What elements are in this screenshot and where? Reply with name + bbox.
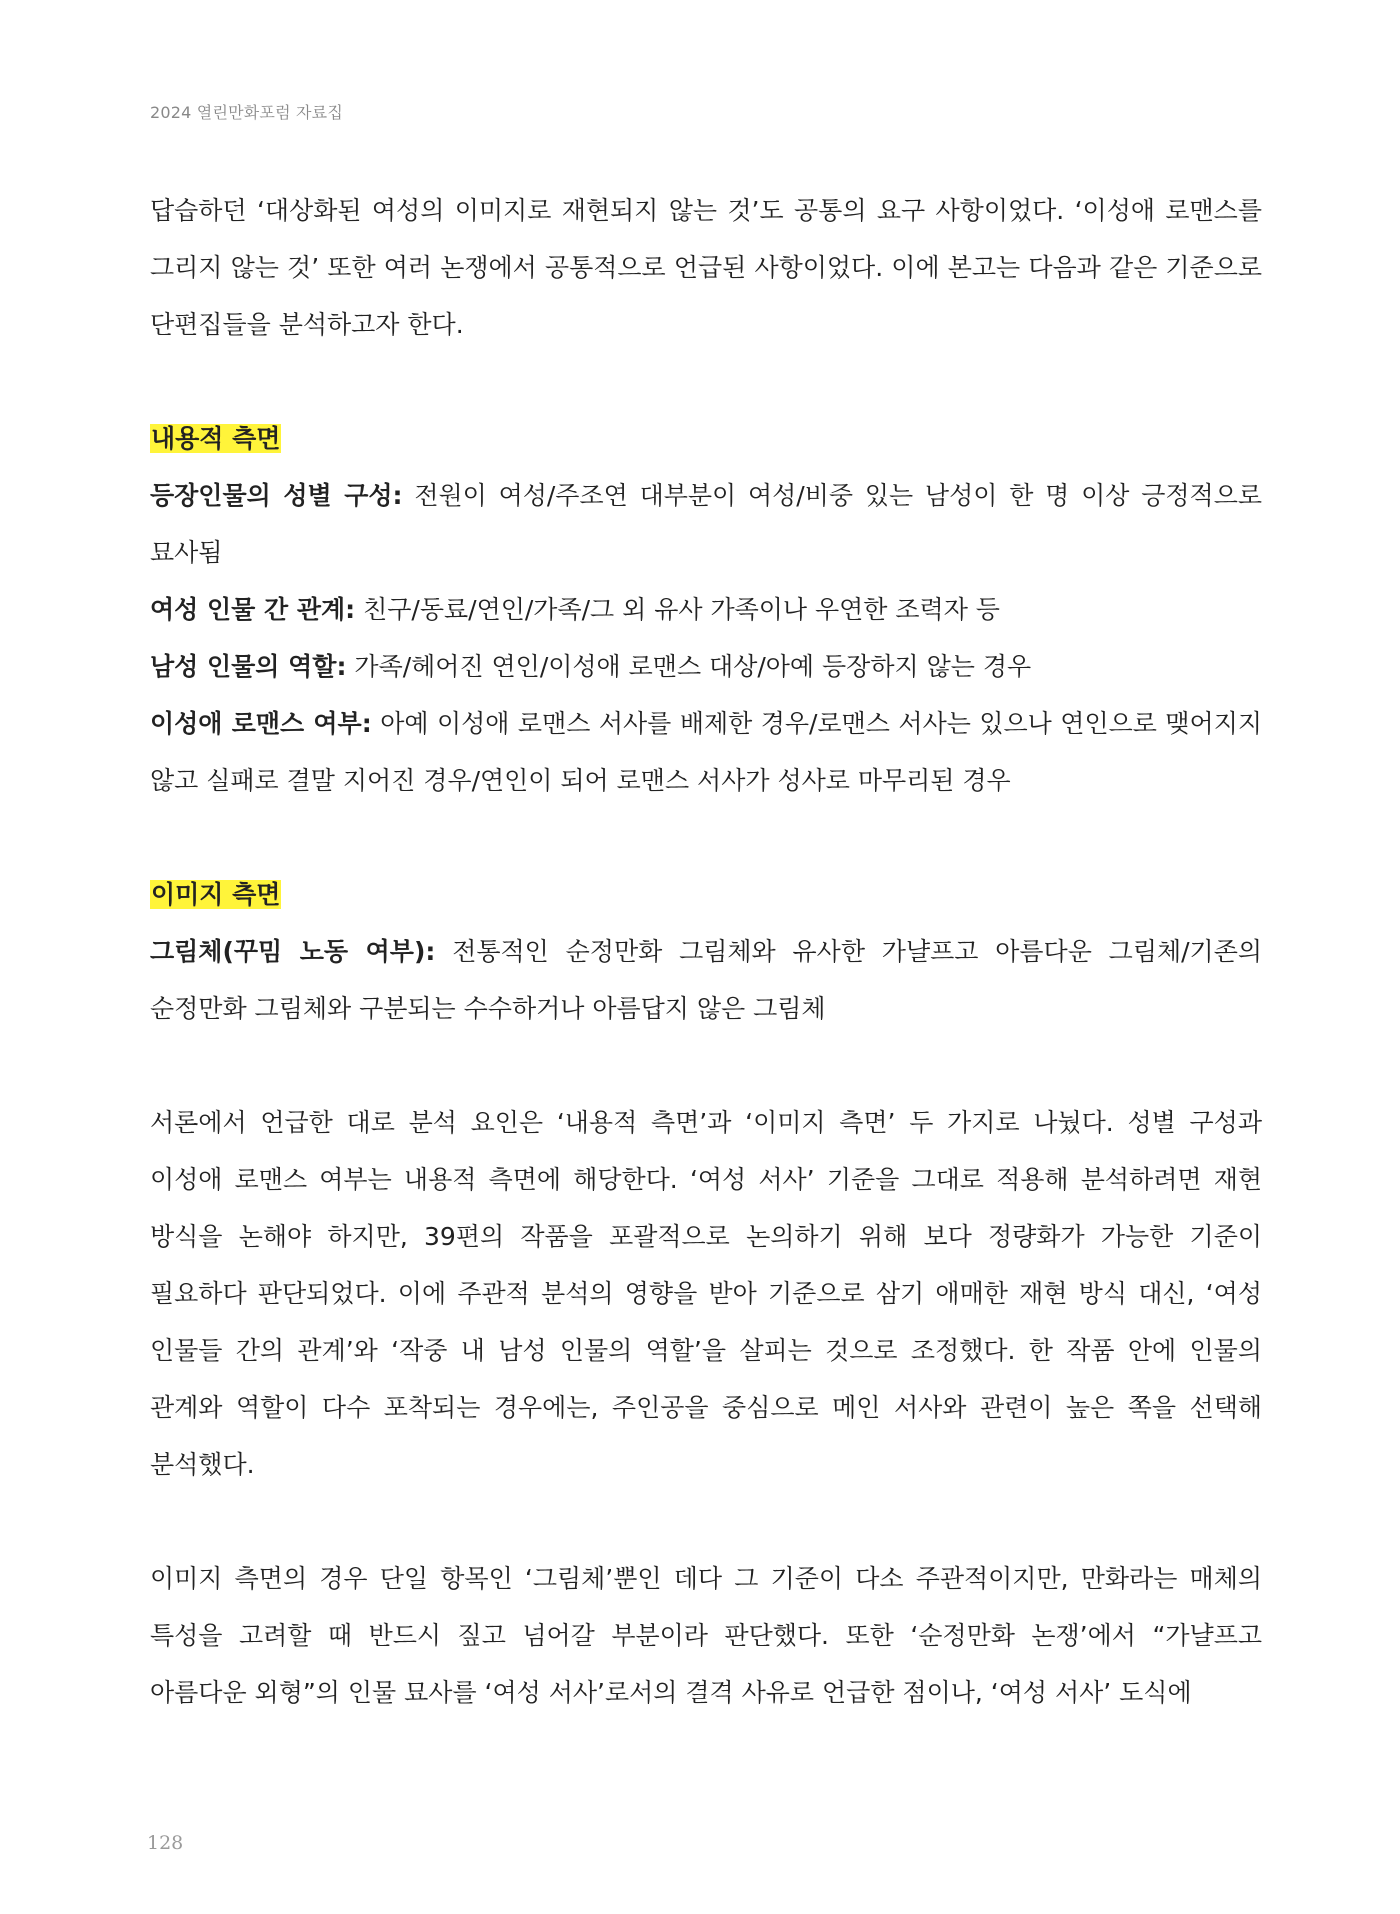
criterion-desc: 가족/헤어진 연인/이성애 로맨스 대상/아예 등장하지 않는 경우 bbox=[346, 652, 1032, 681]
criterion-desc: 친구/동료/연인/가족/그 외 유사 가족이나 우연한 조력자 등 bbox=[355, 595, 1000, 624]
image-section-heading bbox=[150, 866, 1262, 923]
criterion-term: 여성 인물 간 관계: bbox=[150, 595, 356, 624]
intro-paragraph: 답습하던 ‘대상화된 여성의 이미지로 재현되지 않는 것’도 공통의 요구 사항이었다. ‘이성애 로맨스를 그리지 않는 것’ 또한 여러 논쟁에서 공통적으로 언급된 사항이었다. 이에 본고는 다음과 같은 기준으로 단편집들을 분석하고자 한다. bbox=[150, 196, 1262, 339]
content-section-heading bbox=[150, 410, 1262, 467]
heading-highlight: 내용적 측면 bbox=[151, 424, 281, 453]
document-body bbox=[150, 182, 1262, 1721]
criterion-desc: 전통적인 순정만화 그림체와 유사한 가냘프고 아름다운 그림체/기존의 순정만화 그림체와 구분되는 수수하거나 아름답지 않은 그림체 bbox=[150, 937, 1263, 1023]
analysis-paragraph-2: 이미지 측면의 경우 단일 항목인 ‘그림체’뿐인 데다 그 기준이 다소 주관적이지만, 만화라는 매체의 특성을 고려할 때 반드시 짚고 넘어갈 부분이라 판단했다. 또한 ‘순정만화 논쟁’에서 “가냘프고 아름다운 외형”의 인물 묘사를 ‘여성 서사’로서의 결격 사유로 언급한 점이나, ‘여성 서사’ 도식에 bbox=[150, 1564, 1262, 1707]
analysis-paragraph-1: 서론에서 언급한 대로 분석 요인은 ‘내용적 측면’과 ‘이미지 측면’ 두 가지로 나눴다. 성별 구성과 이성애 로맨스 여부는 내용적 측면에 해당한다. ‘여성 서사’ 기준을 그대로 적용해 분석하려면 재현 방식을 논해야 하지만, 39편의 작품을 포괄적으로 논의하기 위해 보다 정량화가 가능한 기준이 필요하다 판단되었다. 이에 주관적 분석의 영향을 받아 기준으로 삼기 애매한 재현 방식 대신, ‘여성 인물들 간의 관계’와 ‘작중 내 남성 인물의 역할’을 살피는 것으로 조정했다. 한 작품 안에 인물의 관계와 역할이 다수 포착되는 경우에는, 주인공을 중심으로 메인 서사와 관련이 높은 쪽을 선택해 분석했다. bbox=[150, 1108, 1262, 1479]
criterion-male-role bbox=[150, 638, 1262, 695]
page-number: 128 bbox=[147, 1832, 184, 1854]
heading-highlight: 이미지 측면 bbox=[151, 880, 281, 909]
criterion-desc: 아예 이성애 로맨스 서사를 배제한 경우/로맨스 서사는 있으나 연인으로 맺어지지 않고 실패로 결말 지어진 경우/연인이 되어 로맨스 서사가 성사로 마무리된 경우 bbox=[150, 709, 1263, 795]
criterion-term: 남성 인물의 역할: bbox=[150, 652, 347, 681]
running-header: 2024 열린만화포럼 자료집 bbox=[150, 103, 343, 122]
criterion-term: 이성애 로맨스 여부: bbox=[150, 709, 372, 738]
criterion-art-style bbox=[150, 923, 1262, 1037]
criterion-female-relationship bbox=[150, 581, 1262, 638]
criterion-desc: 전원이 여성/주조연 대부분이 여성/비중 있는 남성이 한 명 이상 긍정적으로 묘사됨 bbox=[150, 481, 1262, 567]
criterion-term: 등장인물의 성별 구성: bbox=[150, 481, 403, 510]
criterion-gender-composition bbox=[150, 467, 1262, 581]
criterion-heterosexual-romance bbox=[150, 695, 1262, 809]
criterion-term: 그림체(꾸밈 노동 여부): bbox=[150, 937, 436, 966]
